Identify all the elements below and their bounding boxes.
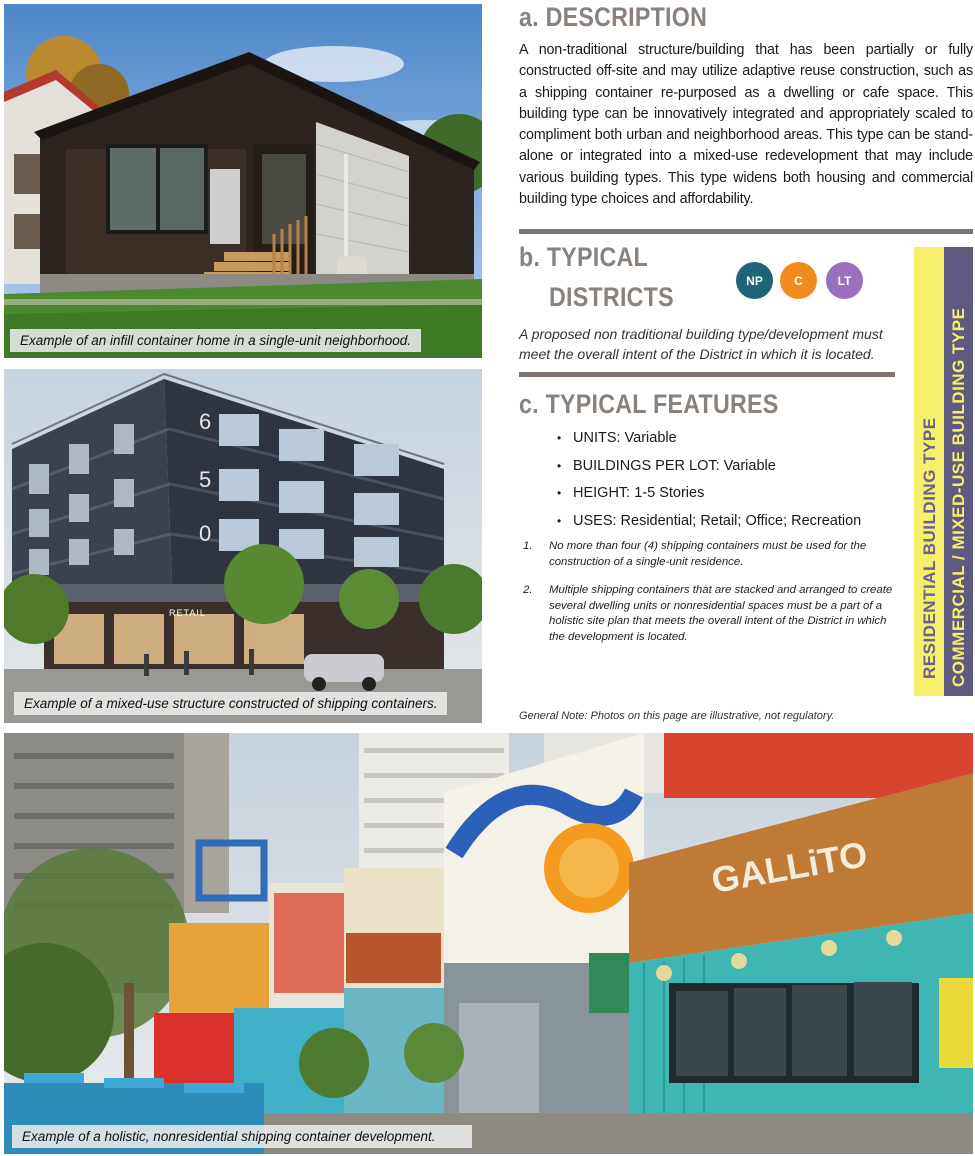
districts-note: A proposed non traditional building type/development must meet the overall intent of the District in which it is located. [519, 326, 883, 362]
svg-text:5: 5 [199, 467, 212, 492]
commercial-tab-label: COMMERCIAL / MIXED-USE BUILDING TYPE [949, 307, 968, 687]
retail-sign: RETAIL [169, 608, 206, 618]
photo-caption: Example of a holistic, nonresidential shipping container development. [12, 1125, 472, 1148]
district-badge-np: NP [736, 262, 773, 299]
building-number: 6 [199, 409, 212, 434]
districts-heading-line1: b. TYPICAL [519, 242, 648, 272]
district-badge-lt: LT [826, 262, 863, 299]
infill-home-photo [4, 4, 482, 358]
numbered-note [523, 583, 903, 645]
residential-tab [914, 247, 944, 696]
photo-caption: Example of a mixed-use structure constructed of shipping containers. [14, 692, 447, 715]
numbered-notes [523, 539, 903, 658]
feature-item: • USES: Residential; Retail; Office; Recreation [557, 509, 861, 537]
gallito-sign: GALLiTO [708, 833, 871, 901]
mixed-use-building-photo [4, 369, 482, 723]
district-badge-c: C [780, 262, 817, 299]
note-text: No more than four (4) shipping containers must be used for the construction of a single-unit residence. [549, 540, 867, 568]
section-divider [519, 372, 895, 377]
numbered-note [523, 539, 903, 570]
features-heading: c. TYPICAL FEATURES [519, 389, 779, 419]
general-note: General Note: Photos on this page are illustrative, not regulatory. [519, 710, 835, 722]
feature-item: • BUILDINGS PER LOT: Variable [557, 454, 861, 482]
svg-text:0: 0 [199, 521, 212, 546]
feature-item: • HEIGHT: 1-5 Stories [557, 481, 861, 509]
note-number: 1. [523, 540, 533, 552]
description-body: A non-traditional structure/building that has been partially or fully constructed off-site and may utilize adaptive reuse construction, such as a shipping container re-purposed as a dwelling or cafe space. This building type can be innovatively integrated and appropriately scaled to compliment both urban and neighborhood areas. This type can be stand-alone or integrated into a mixed-use redevelopment that may include various building types. This type widens both housing and commercial building type choices and affordability. [519, 42, 973, 208]
features-list [557, 426, 861, 536]
districts-heading-line2: DISTRICTS [549, 282, 674, 312]
section-divider [519, 229, 973, 234]
commercial-tab [944, 247, 973, 696]
photo-caption: Example of an infill container home in a single-unit neighborhood. [10, 329, 421, 352]
container-development-photo [4, 733, 973, 1154]
note-text: Multiple shipping containers that are stacked and arranged to create several dwelling units or nonresidential spaces must be a part of a holistic site plan that meets the overall intent of the District in which the development is located. [549, 584, 893, 643]
residential-tab-label: RESIDENTIAL BUILDING TYPE [920, 417, 939, 679]
description-heading: a. DESCRIPTION [519, 2, 708, 32]
note-number: 2. [523, 584, 533, 596]
feature-item: • UNITS: Variable [557, 426, 861, 454]
